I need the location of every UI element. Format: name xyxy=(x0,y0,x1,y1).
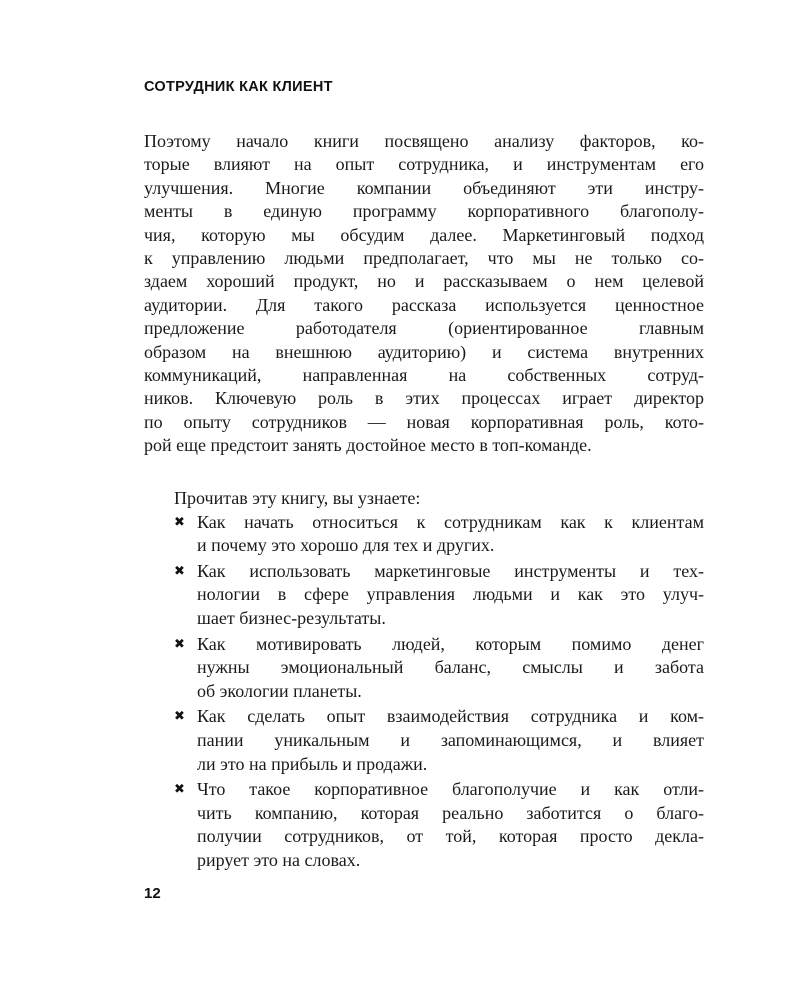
takeaways-list xyxy=(144,511,704,873)
list-item-line: Как начать относиться к сотрудникам как к клиентам xyxy=(197,511,704,532)
paragraph-line: торые влияют на опыт сотрудника, и инструментам его xyxy=(144,154,704,175)
running-header: СОТРУДНИК КАК КЛИЕНТ xyxy=(144,79,333,95)
list-item-line: об экологии планеты. xyxy=(197,680,362,701)
paragraph-line: образом на внешнюю аудиторию) и система внутренних xyxy=(144,341,704,362)
list-item-line: шает бизнес-результаты. xyxy=(197,607,386,628)
list-item-line: Как мотивировать людей, которым помимо денег xyxy=(197,633,704,654)
list-item-line: ли это на прибыль и продажи. xyxy=(197,753,428,774)
cross-bullet-icon: ✖ xyxy=(174,636,185,652)
list-item-line: Что такое корпоративное благополучие и как отли- xyxy=(197,779,704,800)
takeaways-block xyxy=(144,487,704,875)
body-paragraph xyxy=(144,130,704,458)
paragraph-line: ников. Ключевую роль в этих процессах играет директор xyxy=(144,388,704,409)
list-intro: Прочитав эту книгу, вы узнаете: xyxy=(174,488,421,508)
list-item-line: Как использовать маркетинговые инструменты и тех- xyxy=(197,560,704,581)
list-item xyxy=(144,705,704,776)
paragraph-line: здаем хороший продукт, но и рассказываем о нем целевой xyxy=(144,271,704,292)
list-item-line: и почему это хорошо для тех и других. xyxy=(197,535,495,556)
list-item-line: пании уникальным и запоминающимся, и влияет xyxy=(197,729,704,750)
list-item xyxy=(144,511,704,558)
paragraph-line: Поэтому начало книги посвящено анализу факторов, ко- xyxy=(144,131,704,151)
paragraph-line: чия, которую мы обсудим далее. Маркетинговый подход xyxy=(144,224,704,245)
list-item xyxy=(144,633,704,704)
paragraph-line: рой еще предстоит занять достойное место в топ-команде. xyxy=(144,435,592,456)
paragraph-line: по опыту сотрудников — новая корпоративная роль, кото- xyxy=(144,411,704,432)
cross-bullet-icon: ✖ xyxy=(174,782,185,798)
page-number: 12 xyxy=(144,885,161,902)
paragraph-line: улучшения. Многие компании объединяют эти инстру- xyxy=(144,177,704,198)
paragraph-line: менты в единую программу корпоративного благополу- xyxy=(144,201,704,222)
list-item-line: нологии в сфере управления людьми и как это улуч- xyxy=(197,584,704,605)
paragraph-line: предложение работодателя (ориентированное главным xyxy=(144,318,704,339)
list-item-line: получии сотрудников, от той, которая просто декла- xyxy=(197,826,704,847)
paragraph-line: коммуникаций, направленная на собственных сотруд- xyxy=(144,365,704,386)
list-item-line: нужны эмоциональный баланс, смыслы и забота xyxy=(197,657,704,678)
cross-bullet-icon: ✖ xyxy=(174,514,185,530)
list-item-line: чить компанию, которая реально заботится о благо- xyxy=(197,802,704,823)
paragraph-line: к управлению людьми предполагает, что мы не только со- xyxy=(144,248,704,269)
list-item-line: Как сделать опыт взаимодействия сотрудника и ком- xyxy=(197,706,704,727)
list-item xyxy=(144,778,704,872)
paragraph-line: аудитории. Для такого рассказа используется ценностное xyxy=(144,294,704,315)
list-item xyxy=(144,560,704,631)
cross-bullet-icon: ✖ xyxy=(174,709,185,725)
list-item-line: рирует это на словах. xyxy=(197,849,361,870)
cross-bullet-icon: ✖ xyxy=(174,563,185,579)
